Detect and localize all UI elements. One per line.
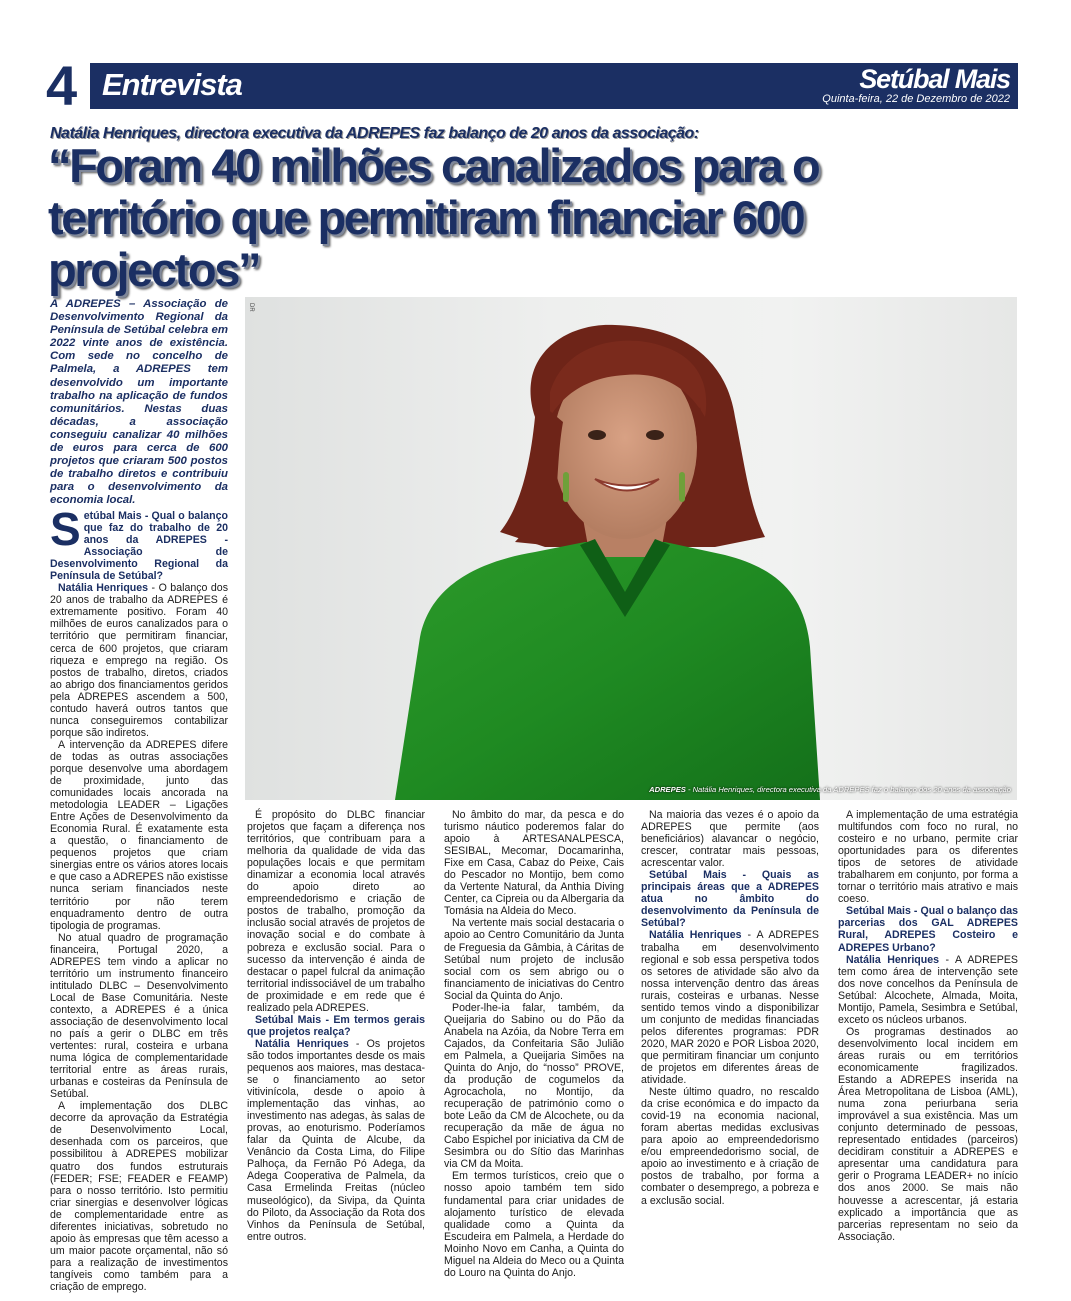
answer-paragraph [641,929,819,1086]
question-4: Setúbal Mais - Qual o balanço das parcerias dos GAL ADREPES Rural, ADREPES Costeiro e ADREPES Urbano? [838,905,1018,954]
answer-paragraph: Na vertente mais social destacaria o apoio ao Centro Comunitário da Junta de Freguesia da Gâmbia, à Cáritas de Setúbal num projeto de inclusão social com os sem abrigo ou o financiamento de iniciativas do Centro Social da Quinta do Anjo. [444,917,624,1002]
portrait-illustration [245,297,1017,800]
portrait-photo [245,297,1017,800]
photo-caption [649,785,1011,794]
answer-3-text: - A ADREPES trabalha em desenvolvimento regional e sob essa perspetiva todos os setores de atividade são alvo da nossa intervenção dentro das áreas rurais, costeiras e urbanas. Nesse sentido temos vindo a disponibilizar um conjunto de medidas financiadas pelos diferentes programas: PDR 2020, MAR 2020 e POR Lisboa 2020, que permitiram financiar um conjunto de projetos em diferentes áreas de atividade. [641,929,819,1087]
answer-paragraph: Poder-lhe-ia falar, também, da Queijaria do Sabino ou do Pão da Anabela na Azóia, da Nobre Terra em Cajados, da Confeitaria São Julião em Palmela, a Queijaria Simões na Quinta do Anjo, do “nosso” PROVE, da produção de cogumelos da Agrocachola, no Montijo, da recuperação de património como o bote Leão da CM de Alcochete, ou da recuperação da mãe de água no Cabo Espichel por iniciativa da CM de Sesimbra ou do Sítio das Marinhas via CM da Moita. [444,1001,624,1171]
answer-2-text: - Os projetos são todos importantes desde os mais pequenos aos maiores, mas destaca-se o financiamento ao setor vitivinícola, desde o apoio à implementação das vinhas, ao investimento nas adegas, às salas de provas, ao enoturismo. Poderíamos falar da Quinta de Alcube, da Venâncio da Costa Lima, do Filipe Palhoça, da Fernão Pó Adega, da Adega Cooperativa de Palmela, da Casa Ermelinda Freitas (núcleo museológico), da Sivipa, da Quinta do Piloto, da Associação da Rota dos Vinhos da Península de Setúbal, entre outros. [247,1037,425,1243]
article-lead: A ADREPES – Associação de Desenvolvimento Regional da Península de Setúbal celebra em 2022 vinte anos de existência. Com sede no concelho de Palmela, a ADREPES tem desenvolvido um importante trabalho na aplicação de fundos comunitários. Nestas duas décadas, a associação conseguiu canalizar 40 milhões de euros para cerca de 600 projetos que criaram 500 postos de trabalho diretos e contribuiu para o desenvolvimento da economia local. [50,298,228,507]
answer-paragraph: Neste último quadro, no rescaldo da crise económica e do impacto da covid-19 na economia nacional, foram abertas medidas exclusivas para apoio ao empreendedorismo e/ou empreendedorismo social, de apoio ao investimento e à criação de postos de trabalho, por forma a combater o desemprego, a pobreza e a exclusão social. [641,1086,819,1207]
section-label: Entrevista [102,67,242,102]
answer-1-text: - O balanço dos 20 anos de trabalho da ADREPES é extremamente positivo. Foram 40 milhões de euros canalizados para o território que permitiram financiar, cerca de 600 projetos, que criaram riqueza e emprego na região. Os postos de trabalho, diretos, criados ao abrigo dos financiamentos geridos pela ADREPES ascendem a 500, contudo haverá outros tantos que nunca conseguiremos contabilizar porque são indiretos. [50,582,228,739]
answer-paragraph: No atual quadro de programação financeira, Portugal 2020, a ADREPES tem vindo a aplicar no território um instrumento financeiro intitulado DLBC – Desenvolvimento Local de Base Comunitária. Neste contexto, a ADREPES é a única associação de desenvolvimento local no país a gerir o DLBC em três vertentes: rural, costeira e urbana numa lógica de complementaridade territorial entre as áreas rurais, urbanas e costeiras da Península de Setúbal. [50,931,228,1101]
question-1 [50,503,228,583]
question-3: Setúbal Mais - Quais as principais áreas que a ADREPES atua no âmbito do desenvolvimento da Península de Setúbal? [641,869,819,930]
dropcap: S [50,503,81,555]
page-number: 4 [46,54,76,117]
newspaper-brand: Setúbal Mais [859,64,1010,94]
article-column-3 [444,809,624,1279]
issue-date: Quinta-feira, 22 de Dezembro de 2022 [822,93,1010,105]
speaker-name: Natália Henriques [846,953,940,966]
speaker-name: Natália Henriques [58,582,149,595]
article-column-5 [838,809,1018,1243]
answer-4-text: - A ADREPES tem como área de intervenção sete dos nove concelhos da Península de Setúbal: Alcochete, Almada, Moita, Montijo, Pamela, Sesimbra e Setúbal, exceto os núcleos urbanos. [838,953,1018,1026]
answer-paragraph: É propósito do DLBC financiar projetos que façam a diferença nos territórios, que contribuam para a melhoria da qualidade de vida das populações locais e que permitam dinamizar a economia local através do apoio direto ao empreendedorismo e criação de postos de trabalho, promoção da inclusão social através de projetos de inovação social e do combate à pobreza e exclusão social. Para o sucesso da intervenção é ainda de destacar o papel fulcral da animação territorial indissociável de um trabalho de proximidade e em rede que é realizado pela ADREPES. [247,809,425,1014]
article-column-2 [247,809,425,1243]
headline-kicker: Natália Henriques, directora executiva da ADREPES faz balanço de 20 anos da associação: [50,125,699,142]
caption-source: ADREPES [649,785,686,794]
answer-paragraph: Os programas destinados ao desenvolvimento local incidem em áreas rurais ou em territórios economicamente fragilizados. Estando a ADREPES inserida na Área Metropolitana de Lisboa (AML), numa zona periurbana seria improvável a sua existência. Mas um conjunto determinado de pessoas, representado entidades (parceiros) decidiram constituir a ADREPES e apresentar uma candidatura para gerir o Programa LEADER+ no início dos anos 2000. Se mais não houvesse a acrescentar, já estaria explicado a importância que as parcerias representam no seio da Associação. [838,1025,1018,1243]
answer-paragraph: Em termos turísticos, creio que o nosso apoio também tem sido fundamental para criar unidades de alojamento turístico de elevada qualidade como a Quinta da Escudeira em Palmela, a Herdade do Moinho Novo em Canha, a Quinta do Miguel na Aldeia do Meco ou a Quinta do Louro na Quinta do Anjo. [444,1170,624,1279]
answer-paragraph: A implementação de uma estratégia multifundos com foco no rural, no costeiro e no urbano, permite criar oportunidades para os diferentes tipos de setores de atividade trabalharem em conjunto, por forma a tornar o território mais atrativo e mais coeso. [838,809,1018,906]
question-1-text: etúbal Mais - Qual o balanço que faz do trabalho de 20 anos da ADREPES - Associação de Desenvolvimento Regional da Península de Setúbal? [50,510,228,583]
header-bar [90,63,1018,109]
caption-text: - Natália Henriques, directora executiva da ADREPES faz o balanço dos 20 anos da associação [685,785,1011,794]
photo-credit-mark: DR [248,303,254,312]
answer-paragraph [50,582,228,739]
article-column-1 [50,503,228,1293]
answer-paragraph: A implementação dos DLBC decorre da aprovação da Estratégia de Desenvolvimento Local, desenhada com os parceiros, que possibilitou à ADREPES mobilizar quatro dos fundos estruturais (FEDER; FSE; FEADER e FEAMP) para o nosso território. Isto permitiu criar sinergias e desenvolver lógicas de complementaridade entre as diferentes iniciativas, sobretudo no apoio às empresas que têm acesso a um maior pacote orçamental, não só para a realização de investimentos tangíveis como também para a criação de emprego. [50,1100,228,1293]
answer-paragraph: No âmbito do mar, da pesca e do turismo náutico poderemos falar do apoio à ARTESANALPESCA, SESIBAL, Mecomar, Docamarinha, Fixe em Casa, Cabaz do Peixe, Cais do Pescador no Montijo, bem como da Vertente Natural, da Anthia Diving Center, ca Cipreia ou da Albergaria da Tomásia na Aldeia do Meco. [444,809,624,918]
answer-paragraph: Na maioria das vezes é o apoio da ADREPES que permite (aos beneficiários) alavancar o negócio, crescer, contratar mais pessoas, acrescentar valor. [641,809,819,870]
article-column-4 [641,809,819,1207]
question-2: Setúbal Mais - Em termos gerais que projetos realça? [247,1013,425,1038]
speaker-name: Natália Henriques [255,1037,349,1050]
answer-paragraph [838,954,1018,1026]
headline-title: “Foram 40 milhões canalizados para o território que permitiram financiar 600 projectos” [48,139,819,296]
answer-paragraph [247,1038,425,1243]
answer-paragraph: A intervenção da ADREPES difere de todas as outras associações porque desenvolve uma abordagem de proximidade, junto das comunidades locais ancorada na metodologia LEADER – Ligações Entre Ações de Desenvolvimento da Economia Rural. É exatamente esta a questão, o financiamento de pequenos projetos que criam sinergias entre os vários atores locais e que caso a ADREPES não existisse nunca seriam financiados neste território por não terem enquadramento dentro de outra tipologia de programas. [50,738,228,932]
speaker-name: Natália Henriques [649,929,742,942]
